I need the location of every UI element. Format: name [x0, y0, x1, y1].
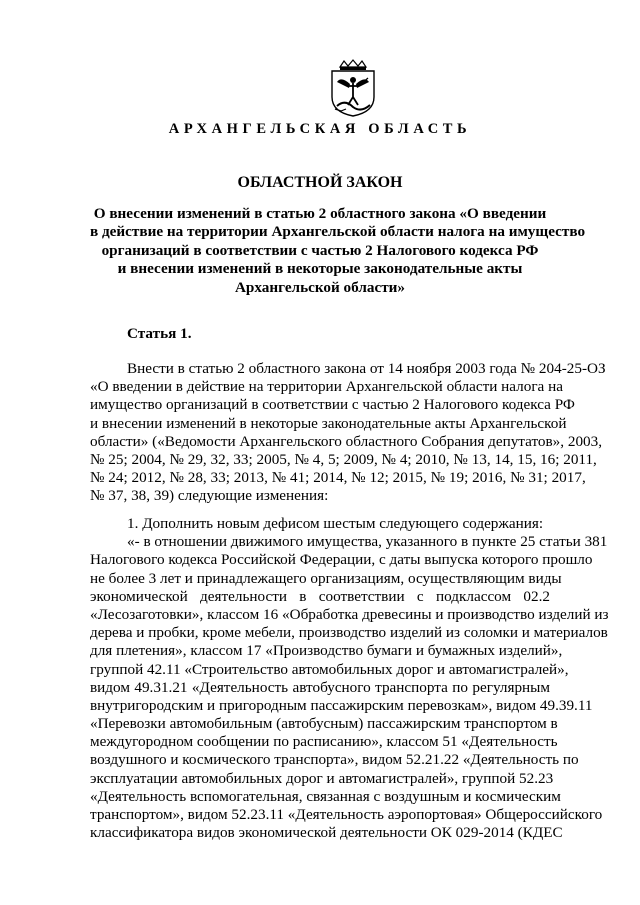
- item-line: «- в отношении движимого имущества, указанного в пункте 25 статьи 381: [127, 533, 608, 551]
- item-line: «Перевозки автомобильным (автобусным) пассажирским транспортом в: [90, 715, 558, 733]
- item-line: не более 3 лет и принадлежащего организациям, осуществляющим виды: [90, 569, 562, 587]
- paragraph-line: № 25; 2004, № 29, 32, 33; 2005, № 4, 5; 2009, № 4; 2010, № 13, 14, 15, 16; 2011,: [90, 450, 597, 468]
- item-line: междугородном сообщении по расписанию», классом 51 «Деятельность: [90, 733, 558, 751]
- law-type-title: ОБЛАСТНОЙ ЗАКОН: [237, 174, 403, 191]
- coat-of-arms-icon: [326, 59, 380, 117]
- item-line: дерева и пробки, кроме мебели, производство изделий из соломки и материалов: [90, 624, 608, 642]
- article-paragraph: [90, 360, 606, 506]
- law-title-line: и внесении изменений в некоторые законодательные акты: [117, 260, 523, 278]
- law-title: [90, 205, 586, 297]
- paragraph-line: № 37, 38, 39) следующие изменения:: [90, 487, 329, 505]
- item-line: Налогового кодекса Российской Федерации, с даты выпуска которого прошло: [90, 551, 593, 569]
- paragraph-line: № 24; 2012, № 28, 33; 2013, № 41; 2014, № 12; 2015, № 19; 2016, № 31; 2017,: [90, 469, 586, 487]
- item-line: внутригородским и пригородным пассажирским перевозкам», видом 49.39.11: [90, 696, 593, 714]
- item-line: эксплуатации автомобильных дорог и автомагистралей», группой 52.23: [90, 769, 554, 787]
- article-heading: Статья 1.: [127, 325, 192, 342]
- item-heading: 1. Дополнить новым дефисом шестым следующего содержания:: [127, 515, 544, 532]
- paragraph-line: имущество организаций в соответствии с частью 2 Налогового кодекса РФ: [90, 396, 575, 414]
- law-title-line: О внесении изменений в статью 2 областного закона «О введении: [93, 205, 547, 222]
- item-line: группой 42.11 «Строительство автомобильных дорог и автомагистралей»,: [90, 660, 569, 678]
- paragraph-line: и внесении изменений в некоторые законодательные акты Архангельской: [90, 414, 567, 432]
- law-title-line: в действие на территории Архангельской области налога на имущество: [90, 223, 586, 241]
- item-line: «Лесозаготовки», классом 16 «Обработка древесины и производство изделий из: [90, 605, 609, 623]
- paragraph-line: «О введении в действие на территории Архангельской области налога на: [90, 378, 563, 396]
- paragraph-line: Внести в статью 2 областного закона от 14 ноября 2003 года № 204-25-ОЗ: [127, 360, 606, 377]
- law-title-line: Архангельской области»: [234, 278, 406, 296]
- item-line: «Деятельность вспомогательная, связанная с воздушным и космическим: [90, 787, 561, 805]
- region-name: АРХАНГЕЛЬСКАЯ ОБЛАСТЬ: [168, 121, 472, 137]
- item-line: воздушного и космического транспорта», видом 52.21.22 «Деятельность по: [90, 751, 579, 769]
- item-line: для плетения», классом 17 «Производство бумаги и бумажных изделий»,: [90, 642, 563, 660]
- law-title-line: организаций в соответствии с частью 2 Налогового кодекса РФ: [101, 241, 539, 259]
- paragraph-line: области» («Ведомости Архангельского областного Собрания депутатов», 2003,: [90, 432, 603, 450]
- item-line: видом 49.31.21 «Деятельность автобусного транспорта по регулярным: [90, 678, 550, 696]
- item-line: транспортом», видом 52.23.11 «Деятельность аэропортовая» Общероссийского: [90, 806, 603, 823]
- item-line: классификатора видов экономической деятельности ОК 029-2014 (КДЕС: [90, 824, 563, 842]
- item-line: экономической деятельности в соответствии с подклассом 02.2: [90, 587, 550, 605]
- article-item-1: [90, 515, 609, 842]
